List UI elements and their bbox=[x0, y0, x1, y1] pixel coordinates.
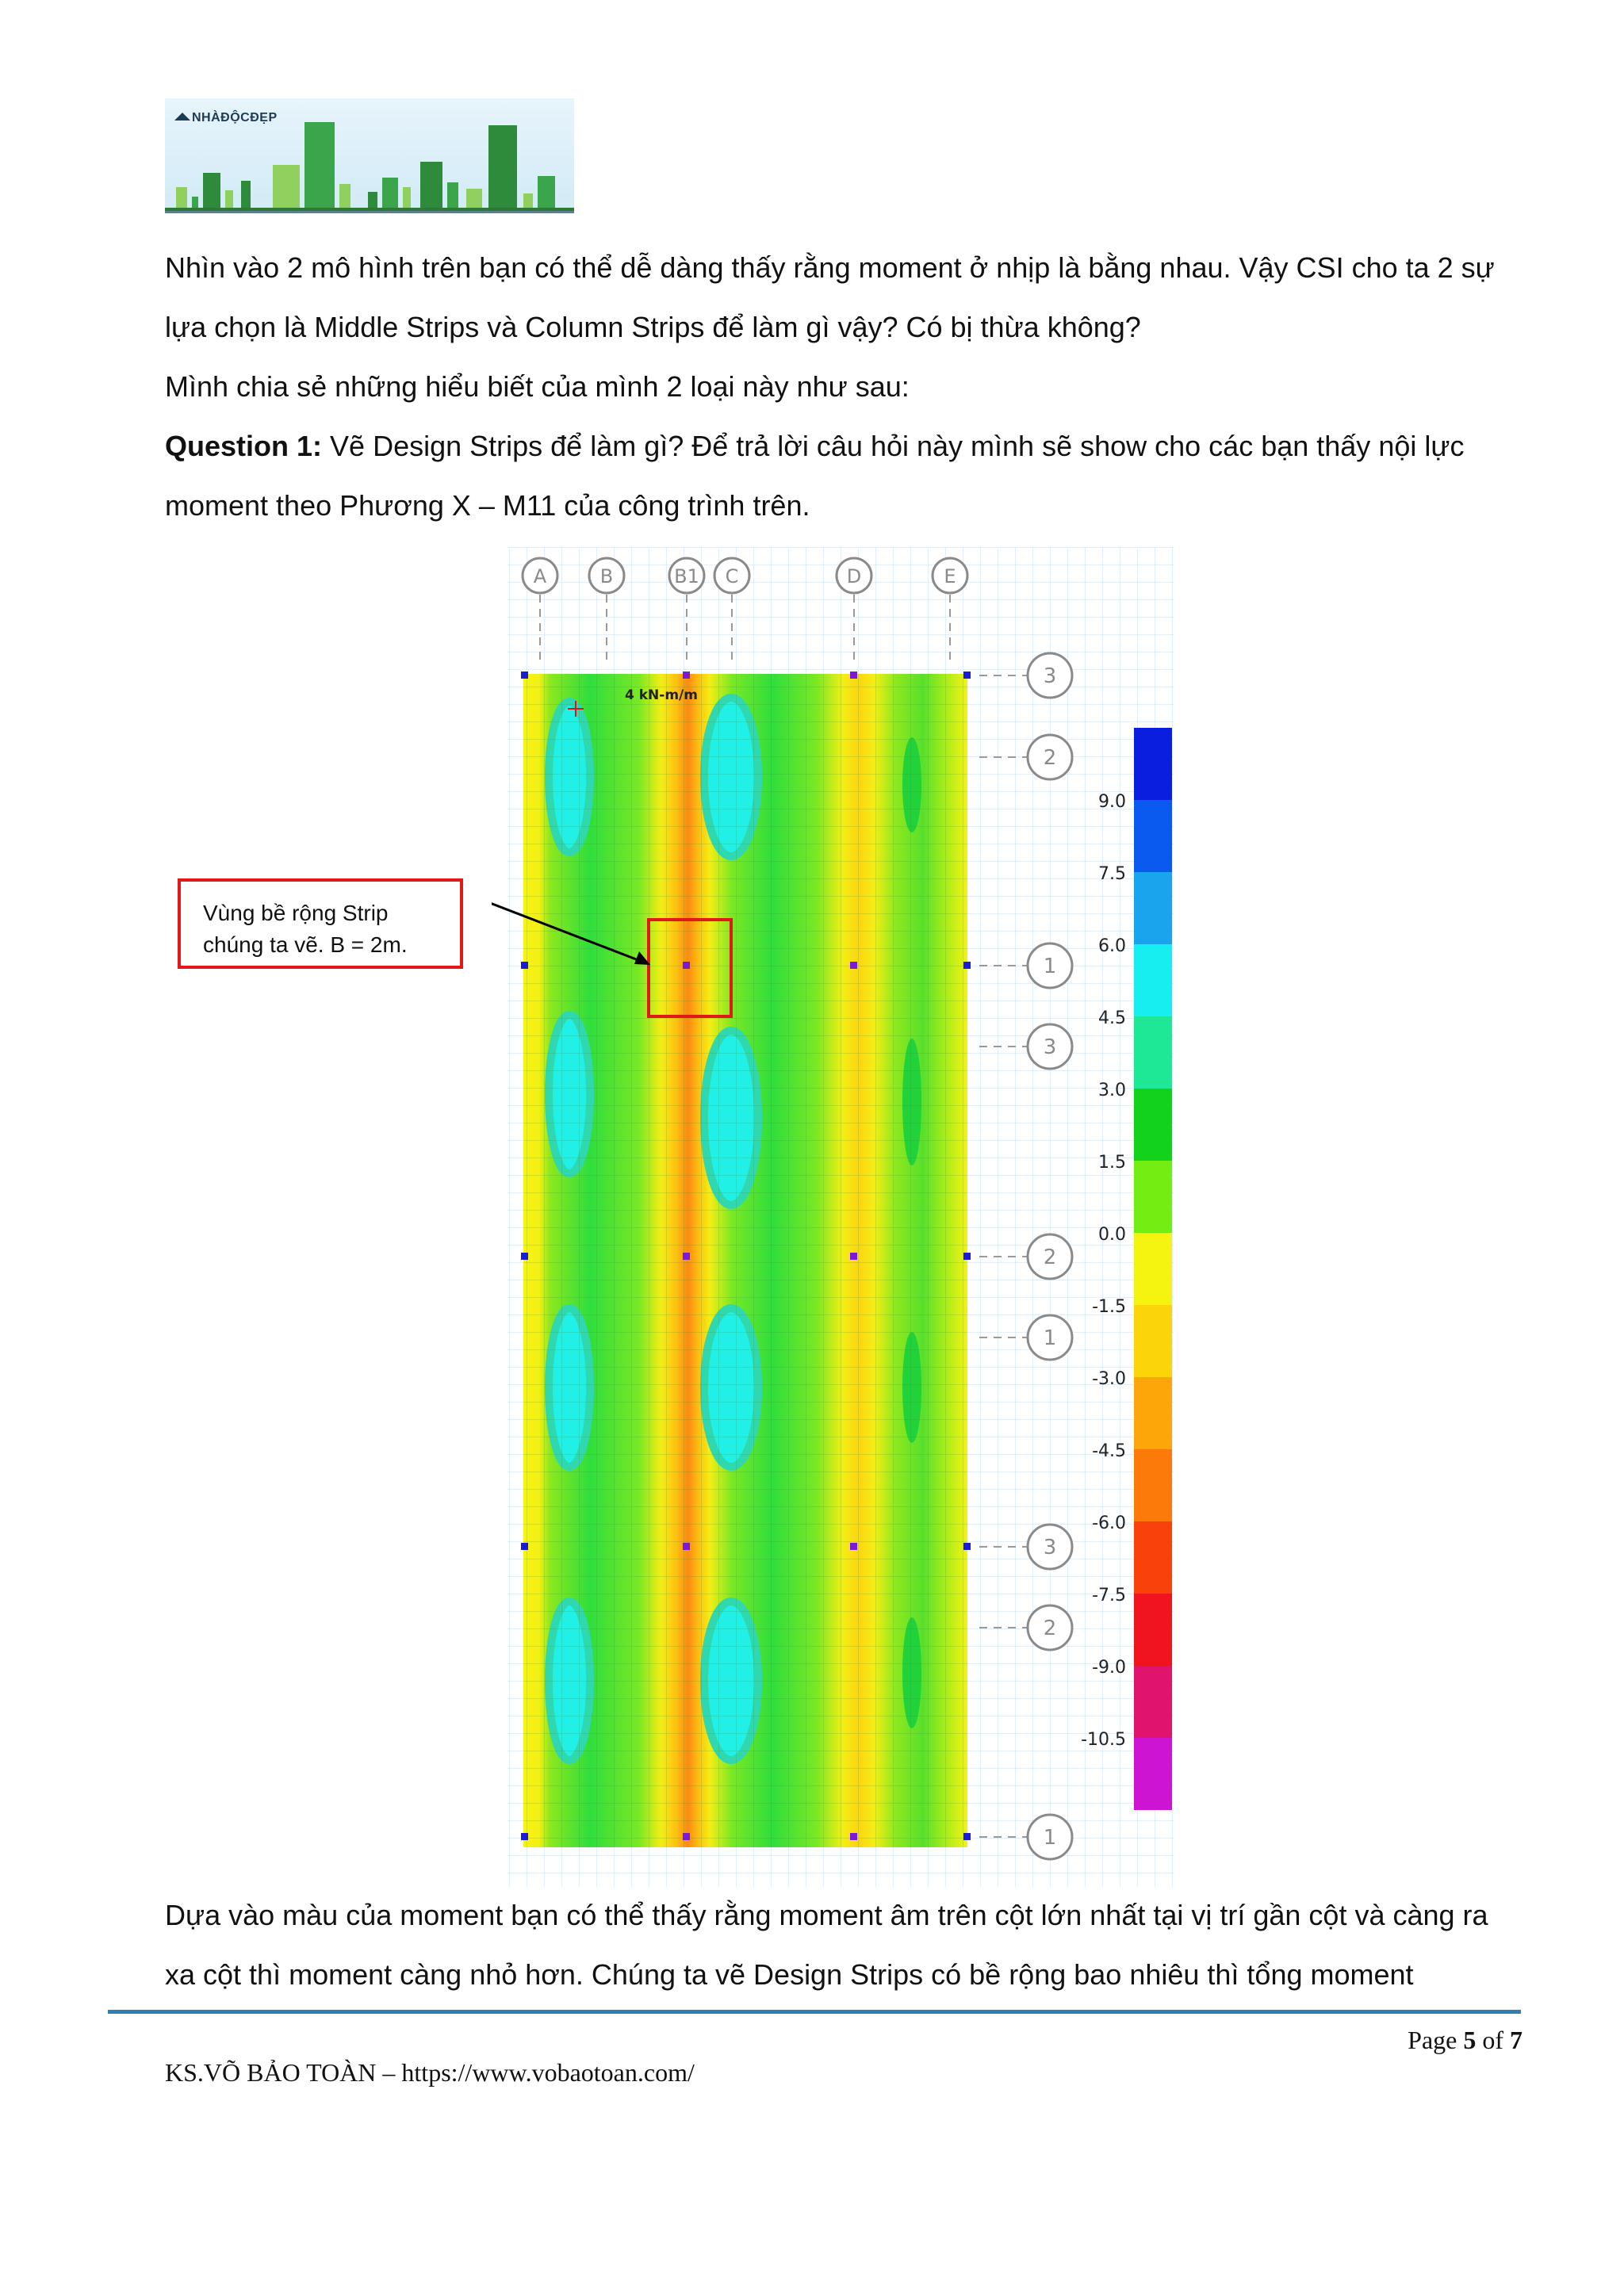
legend-label: 7.5 bbox=[1098, 864, 1126, 884]
legend-label: 9.0 bbox=[1098, 792, 1126, 812]
legend-label: 6.0 bbox=[1098, 936, 1126, 956]
legend-label: -10.5 bbox=[1081, 1730, 1126, 1750]
grid-label-right-1: 3 bbox=[1043, 664, 1057, 688]
grid-label-right-9: 1 bbox=[1043, 1826, 1057, 1850]
paragraph-intro: Nhìn vào 2 mô hình trên bạn có thể dễ dàng thấy rằng moment ở nhịp là bằng nhau. Vậy CSI cho ta 2 sự lựa chọn là Middle Strips và Column Strips để làm gì vậy? Có bị thừa không? bbox=[165, 251, 1495, 343]
slab-mesh bbox=[523, 674, 967, 1847]
unit-label: 4 kN-m/m bbox=[625, 687, 698, 703]
legend-label: -3.0 bbox=[1092, 1369, 1126, 1389]
legend-label: 0.0 bbox=[1098, 1225, 1126, 1245]
grid-label-right-3: 1 bbox=[1043, 955, 1057, 978]
legend-color-bar bbox=[1134, 728, 1172, 1810]
logo-brand-text: NHÀĐỘCĐẸP bbox=[192, 111, 278, 124]
grid-label-right-7: 3 bbox=[1043, 1536, 1057, 1559]
legend-label: -9.0 bbox=[1092, 1658, 1126, 1678]
paragraph-share: Mình chia sẻ những hiểu biết của mình 2 loại này như sau: bbox=[165, 370, 910, 403]
grid-label-right-6: 1 bbox=[1043, 1326, 1057, 1350]
grid-label-right-4: 3 bbox=[1043, 1035, 1057, 1059]
grid-label-right-5: 2 bbox=[1043, 1246, 1057, 1269]
footer-author: KS.VÕ BẢO TOÀN – https://www.vobaotoan.com/ bbox=[165, 2058, 695, 2087]
legend-label: -1.5 bbox=[1092, 1297, 1126, 1317]
legend-label: -6.0 bbox=[1092, 1513, 1126, 1533]
page-number: Page 5 of 7 bbox=[1408, 2026, 1522, 2054]
paragraph-question bbox=[165, 416, 1522, 535]
house-icon bbox=[174, 113, 190, 121]
paragraph-explanation: Dựa vào màu của moment bạn có thể thấy rằng moment âm trên cột lớn nhất tại vị trí gần cột và càng ra xa cột thì moment càng nhỏ hơn. Chúng ta vẽ Design Strips có bề rộng bao nhiêu thì tổng moment bbox=[165, 1899, 1488, 1991]
callout-line-1: Vùng bề rộng Strip bbox=[203, 901, 389, 925]
grid-label-right-8: 2 bbox=[1043, 1617, 1057, 1640]
callout-line-2: chúng ta vẽ. B = 2m. bbox=[203, 932, 408, 957]
grid-label-top-1: A bbox=[533, 565, 547, 587]
grid-label-top-2: B bbox=[599, 565, 614, 587]
legend-label: -7.5 bbox=[1092, 1586, 1126, 1605]
callout-box bbox=[178, 878, 463, 969]
grid-label-right-2: 2 bbox=[1043, 746, 1057, 770]
legend-label: 3.0 bbox=[1098, 1081, 1126, 1100]
question-label: Question 1: bbox=[165, 430, 323, 462]
grid-label-top-5: D bbox=[846, 565, 862, 587]
moment-contour-figure bbox=[492, 547, 1182, 1887]
legend-label: -4.5 bbox=[1092, 1441, 1126, 1461]
grid-label-top-6: E bbox=[944, 565, 956, 587]
legend-label: 4.5 bbox=[1098, 1008, 1126, 1028]
grid-label-top-3: B1 bbox=[674, 565, 699, 587]
footer-divider bbox=[108, 2010, 1521, 2014]
legend-label: 1.5 bbox=[1098, 1153, 1126, 1173]
grid-label-top-4: C bbox=[725, 565, 739, 587]
site-logo bbox=[165, 98, 574, 213]
question-text: Vẽ Design Strips để làm gì? Để trả lời câu hỏi này mình sẽ show cho các bạn thấy nội lực moment theo Phương X – M11 của công trình trên. bbox=[165, 430, 1465, 522]
